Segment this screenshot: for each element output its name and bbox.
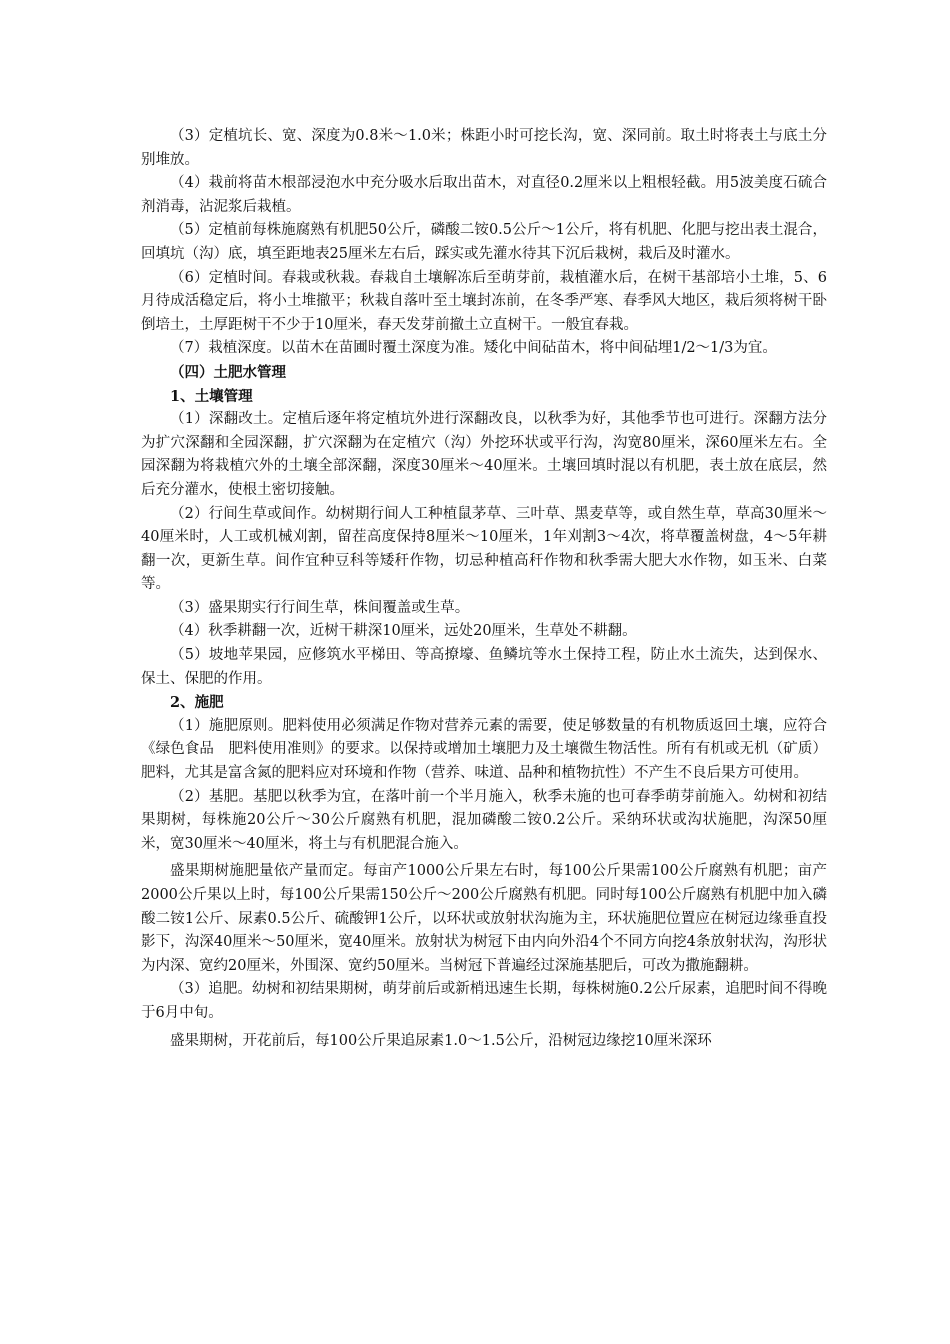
- body-paragraph: （3）定植坑长、宽、深度为0.8米～1.0米；株距小时可挖长沟，宽、深同前。取土时将表土与底土分别堆放。: [141, 128, 827, 168]
- body-paragraph: （6）定植时间。春栽或秋栽。春栽自土壤解冻后至萌芽前，栽植灌水后，在树干基部培小土堆，5、6月待成活稳定后，将小土堆撤平；秋栽自落叶至土壤封冻前，在冬季严寒、春季风大地区，栽后须将树干卧倒培土，土厚距树干不少于10厘米，春天发芽前撤土立直树干。一般宜春栽。: [141, 269, 827, 333]
- body-paragraph: （1）深翻改土。定植后逐年将定植坑外进行深翻改良，以秋季为好，其他季节也可进行。深翻方法分为扩穴深翻和全园深翻，扩穴深翻为在定植穴（沟）外挖环状或平行沟，沟宽80厘米，深60厘米左右。全园深翻为将栽植穴外的土壤全部深翻，深度30厘米～40厘米。土壤回填时混以有机肥，表土放在底层，然后充分灌水，使根土密切接触。: [141, 411, 827, 498]
- body-paragraph: （7）栽植深度。以苗木在苗圃时覆土深度为准。矮化中间砧苗木，将中间砧埋1/2～1/3为宜。: [170, 340, 777, 357]
- body-paragraph: （5）定植前每株施腐熟有机肥50公斤，磷酸二铵0.5公斤～1公斤，将有机肥、化肥与挖出表土混合，回填坑（沟）底，填至距地表25厘米左右后，踩实或先灌水待其下沉后栽树，栽后及时灌水。: [141, 222, 827, 262]
- section-heading: （四）土肥水管理: [170, 363, 286, 381]
- section-heading: 2、施肥: [170, 694, 224, 712]
- body-paragraph: （2）行间生草或间作。幼树期行间人工种植鼠茅草、三叶草、黑麦草等，或自然生草，草高30厘米～40厘米时，人工或机械刈割，留茬高度保持8厘米～10厘米，1年刈割3～4次，将草覆盖树盘，4～5年耕翻一次，更新生草。间作宜种豆科等矮秆作物，切忌种植高秆作物和秋季需大肥大水作物，如玉米、白菜等。: [141, 505, 827, 593]
- body-paragraph: （3）追肥。幼树和初结果期树，萌芽前后或新梢迅速生长期，每株树施0.2公斤尿素，追肥时间不得晚于6月中旬。: [141, 981, 827, 1021]
- body-paragraph: 盛果期树施肥量依产量而定。每亩产1000公斤果左右时，每100公斤果需100公斤腐熟有机肥；亩产2000公斤果以上时，每100公斤果需150公斤～200公斤腐熟有机肥。同时每100公斤腐熟有机肥中加入磷酸二铵1公斤、尿素0.5公斤、硫酸钾1公斤，以环状或放射状沟施为主，环状施肥位置应在树冠边缘垂直投影下，沟深40厘米～50厘米，宽40厘米。放射状为树冠下由内向外沿4个不同方向挖4条放射状沟，沟形状为内深、宽约20厘米，外围深、宽约50厘米。当树冠下普遍经过深施基肥后，可改为撒施翻耕。: [141, 863, 827, 974]
- body-paragraph: （5）坡地苹果园，应修筑水平梯田、等高撩壕、鱼鳞坑等水土保持工程，防止水土流失，达到保水、保土、保肥的作用。: [141, 647, 827, 687]
- body-paragraph: （1）施肥原则。肥料使用必须满足作物对营养元素的需要，使足够数量的有机物质返回土壤，应符合《绿色食品 肥料使用准则》的要求。以保持或增加土壤肥力及土壤微生物活性。所有有机或无机（矿质）肥料，尤其是富含氮的肥料应对环境和作物（营养、味道、品种和植物抗性）不产生不良后果方可使用。: [141, 717, 827, 782]
- document-page: [141, 125, 827, 1053]
- body-paragraph: （3）盛果期实行行间生草，株间覆盖或生草。: [170, 599, 470, 616]
- body-paragraph: 盛果期树，开花前后，每100公斤果追尿素1.0～1.5公斤，沿树冠边缘挖10厘米深环: [170, 1032, 712, 1049]
- section-heading: 1、土壤管理: [170, 387, 253, 405]
- body-paragraph: （4）秋季耕翻一次，近树干耕深10厘米，远处20厘米，生草处不耕翻。: [170, 623, 637, 640]
- body-paragraph: （4）栽前将苗木根部浸泡水中充分吸水后取出苗木，对直径0.2厘米以上粗根轻截。用5波美度石硫合剂消毒，沾泥浆后栽植。: [141, 175, 827, 215]
- body-paragraph: （2）基肥。基肥以秋季为宜，在落叶前一个半月施入，秋季未施的也可春季萌芽前施入。幼树和初结果期树，每株施20公斤～30公斤腐熟有机肥，混加磷酸二铵0.2公斤。采纳环状或沟状施肥，沟深50厘米，宽30厘米～40厘米，将土与有机肥混合施入。: [141, 788, 827, 852]
